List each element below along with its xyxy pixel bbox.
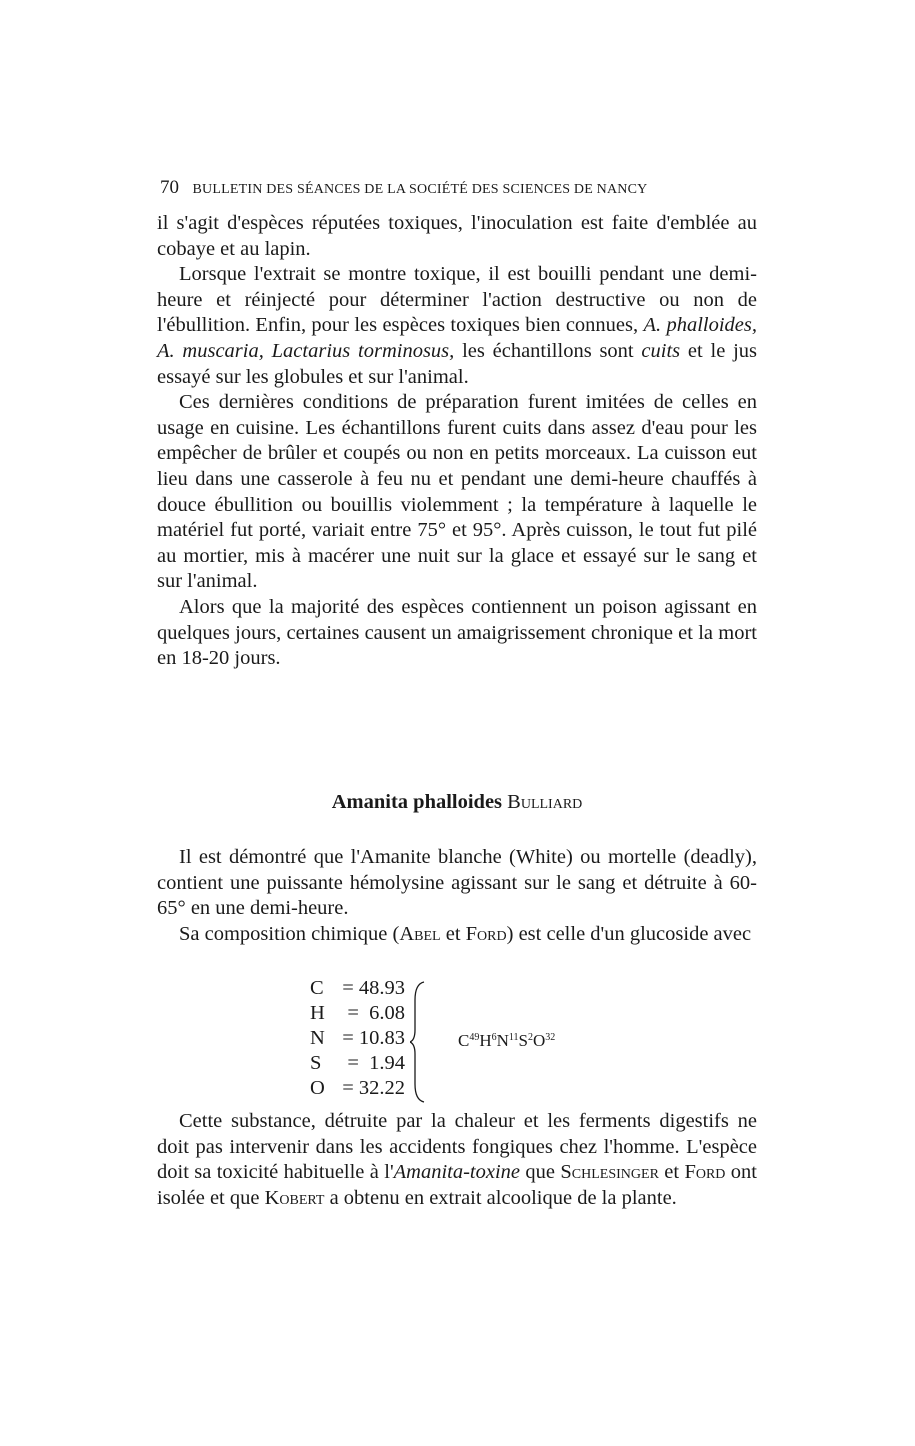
formula-subscript: 6 [491, 1032, 497, 1043]
italic-text: Amanita-toxine [393, 1161, 521, 1184]
composition-row-n [300, 1026, 405, 1051]
formula-element: O [533, 1031, 546, 1050]
text-run: il s'agit d'espèces réputées toxiques, l'inoculation est faite d'emblée au cobaye et au lapin. [157, 212, 757, 260]
formula-subscript: 49 [469, 1032, 480, 1043]
text-run: Alors que la majorité des espèces contiennent un poison agissant en quelques jours, certaines causent un amaigrissement chronique et la mort en 18-20 jours. [157, 595, 757, 670]
paragraph [157, 390, 757, 595]
element-symbol: O [310, 1077, 325, 1099]
molecular-formula [458, 1028, 555, 1053]
element-percentage: = 48.93 [342, 977, 405, 999]
text-run: Il est démontré que l'Amanite blanche (White) ou mortelle (deadly), contient une puissante hémolysine agissant sur le sang et détruite à 60-65° en une demi-heure. [157, 846, 757, 920]
composition-row-c [300, 976, 405, 1001]
author-name: Ford [465, 922, 507, 945]
text-run: Lorsque l'extrait se montre toxique, il est bouilli pendant une demi-heure et réinjecté pour déterminer l'action destructive ou non de l'ébullition. Enfin, pour les espèces toxiques bien connues, [157, 263, 757, 337]
italic-text: A. phalloides, A. muscaria, Lactarius torminosus, [157, 314, 757, 362]
text-run: a obtenu en extrait alcoolique de la plante. [324, 1186, 677, 1209]
paragraph [157, 1109, 757, 1211]
journal-title: BULLETIN DES SÉANCES DE LA SOCIÉTÉ DES SCIENCES DE NANCY [192, 182, 648, 197]
text-run: et [440, 922, 466, 945]
formula-element: S [518, 1031, 529, 1050]
formula-element: N [496, 1031, 509, 1050]
text-run: ont isolée et que [157, 1161, 757, 1209]
text-run: Ces dernières conditions de préparation furent imitées de celles en usage en cuisine. Les échantillons furent cuits dans assez d'eau pour les empêcher de brûler et coupés ou non en petits morceaux. La cuisson eut lieu dans une casserole à feu nu et pendant une demi-heure chauffés à douce ébullition ou bouillis violemment ; la température à laquelle le matériel fut porté, variait entre 75° et 95°. Après cuisson, le tout fut pilé au mortier, mis à macérer une nuit sur la glace et essayé sur le sang et sur l'animal. [157, 391, 757, 593]
body-text-after [157, 1109, 757, 1211]
section-heading [157, 790, 757, 815]
curly-brace [410, 980, 430, 1104]
species-name: Amanita phalloides [331, 791, 503, 813]
author-name: Kobert [264, 1186, 325, 1209]
element-symbol: H [310, 1002, 325, 1024]
author-name: Abel [399, 922, 441, 945]
element-symbol: C [310, 977, 324, 999]
author-name: Schlesinger [560, 1161, 659, 1184]
text-run: que [520, 1161, 561, 1184]
paragraph [157, 922, 757, 948]
element-percentage: = 32.22 [342, 1077, 405, 1099]
formula-subscript: 11 [508, 1032, 519, 1043]
paragraph [157, 845, 757, 922]
italic-text: cuits [641, 339, 681, 362]
text-run: et [658, 1161, 685, 1184]
formula-element: H [479, 1031, 492, 1050]
composition-row-s [300, 1051, 405, 1076]
formula-element: C [458, 1031, 470, 1050]
paragraph [157, 595, 757, 672]
element-percentage: = 6.08 [347, 1002, 405, 1024]
composition-row-o [300, 1076, 405, 1101]
chemical-composition [300, 976, 610, 1106]
text-run: et le jus essayé sur les globules et sur l'animal. [157, 339, 757, 388]
element-symbol: S [310, 1052, 322, 1074]
composition-row-h [300, 1001, 405, 1026]
formula-subscript: 32 [545, 1032, 556, 1043]
text-run: Cette substance, détruite par la chaleur et les ferments digestifs ne doit pas intervenir dans les accidents fongiques chez l'homme. L'espèce doit sa toxicité habituelle à l' [157, 1110, 757, 1184]
page-number: 70 [160, 177, 179, 198]
text-run: les échantillons sont [454, 339, 642, 362]
text-run: ) est celle d'un glucoside avec [506, 922, 752, 945]
body-text-middle [157, 845, 757, 947]
element-percentage: = 10.83 [342, 1027, 405, 1049]
element-symbol: N [310, 1027, 325, 1049]
element-percentage: = 1.94 [347, 1052, 405, 1074]
running-head [160, 177, 760, 199]
formula-subscript: 2 [528, 1032, 534, 1043]
species-author: Bulliard [507, 791, 583, 813]
author-name: Ford [684, 1161, 726, 1184]
paragraph [157, 262, 757, 390]
text-run: Sa composition chimique ( [179, 922, 400, 945]
paragraph [157, 211, 757, 262]
body-text-before [157, 211, 757, 672]
